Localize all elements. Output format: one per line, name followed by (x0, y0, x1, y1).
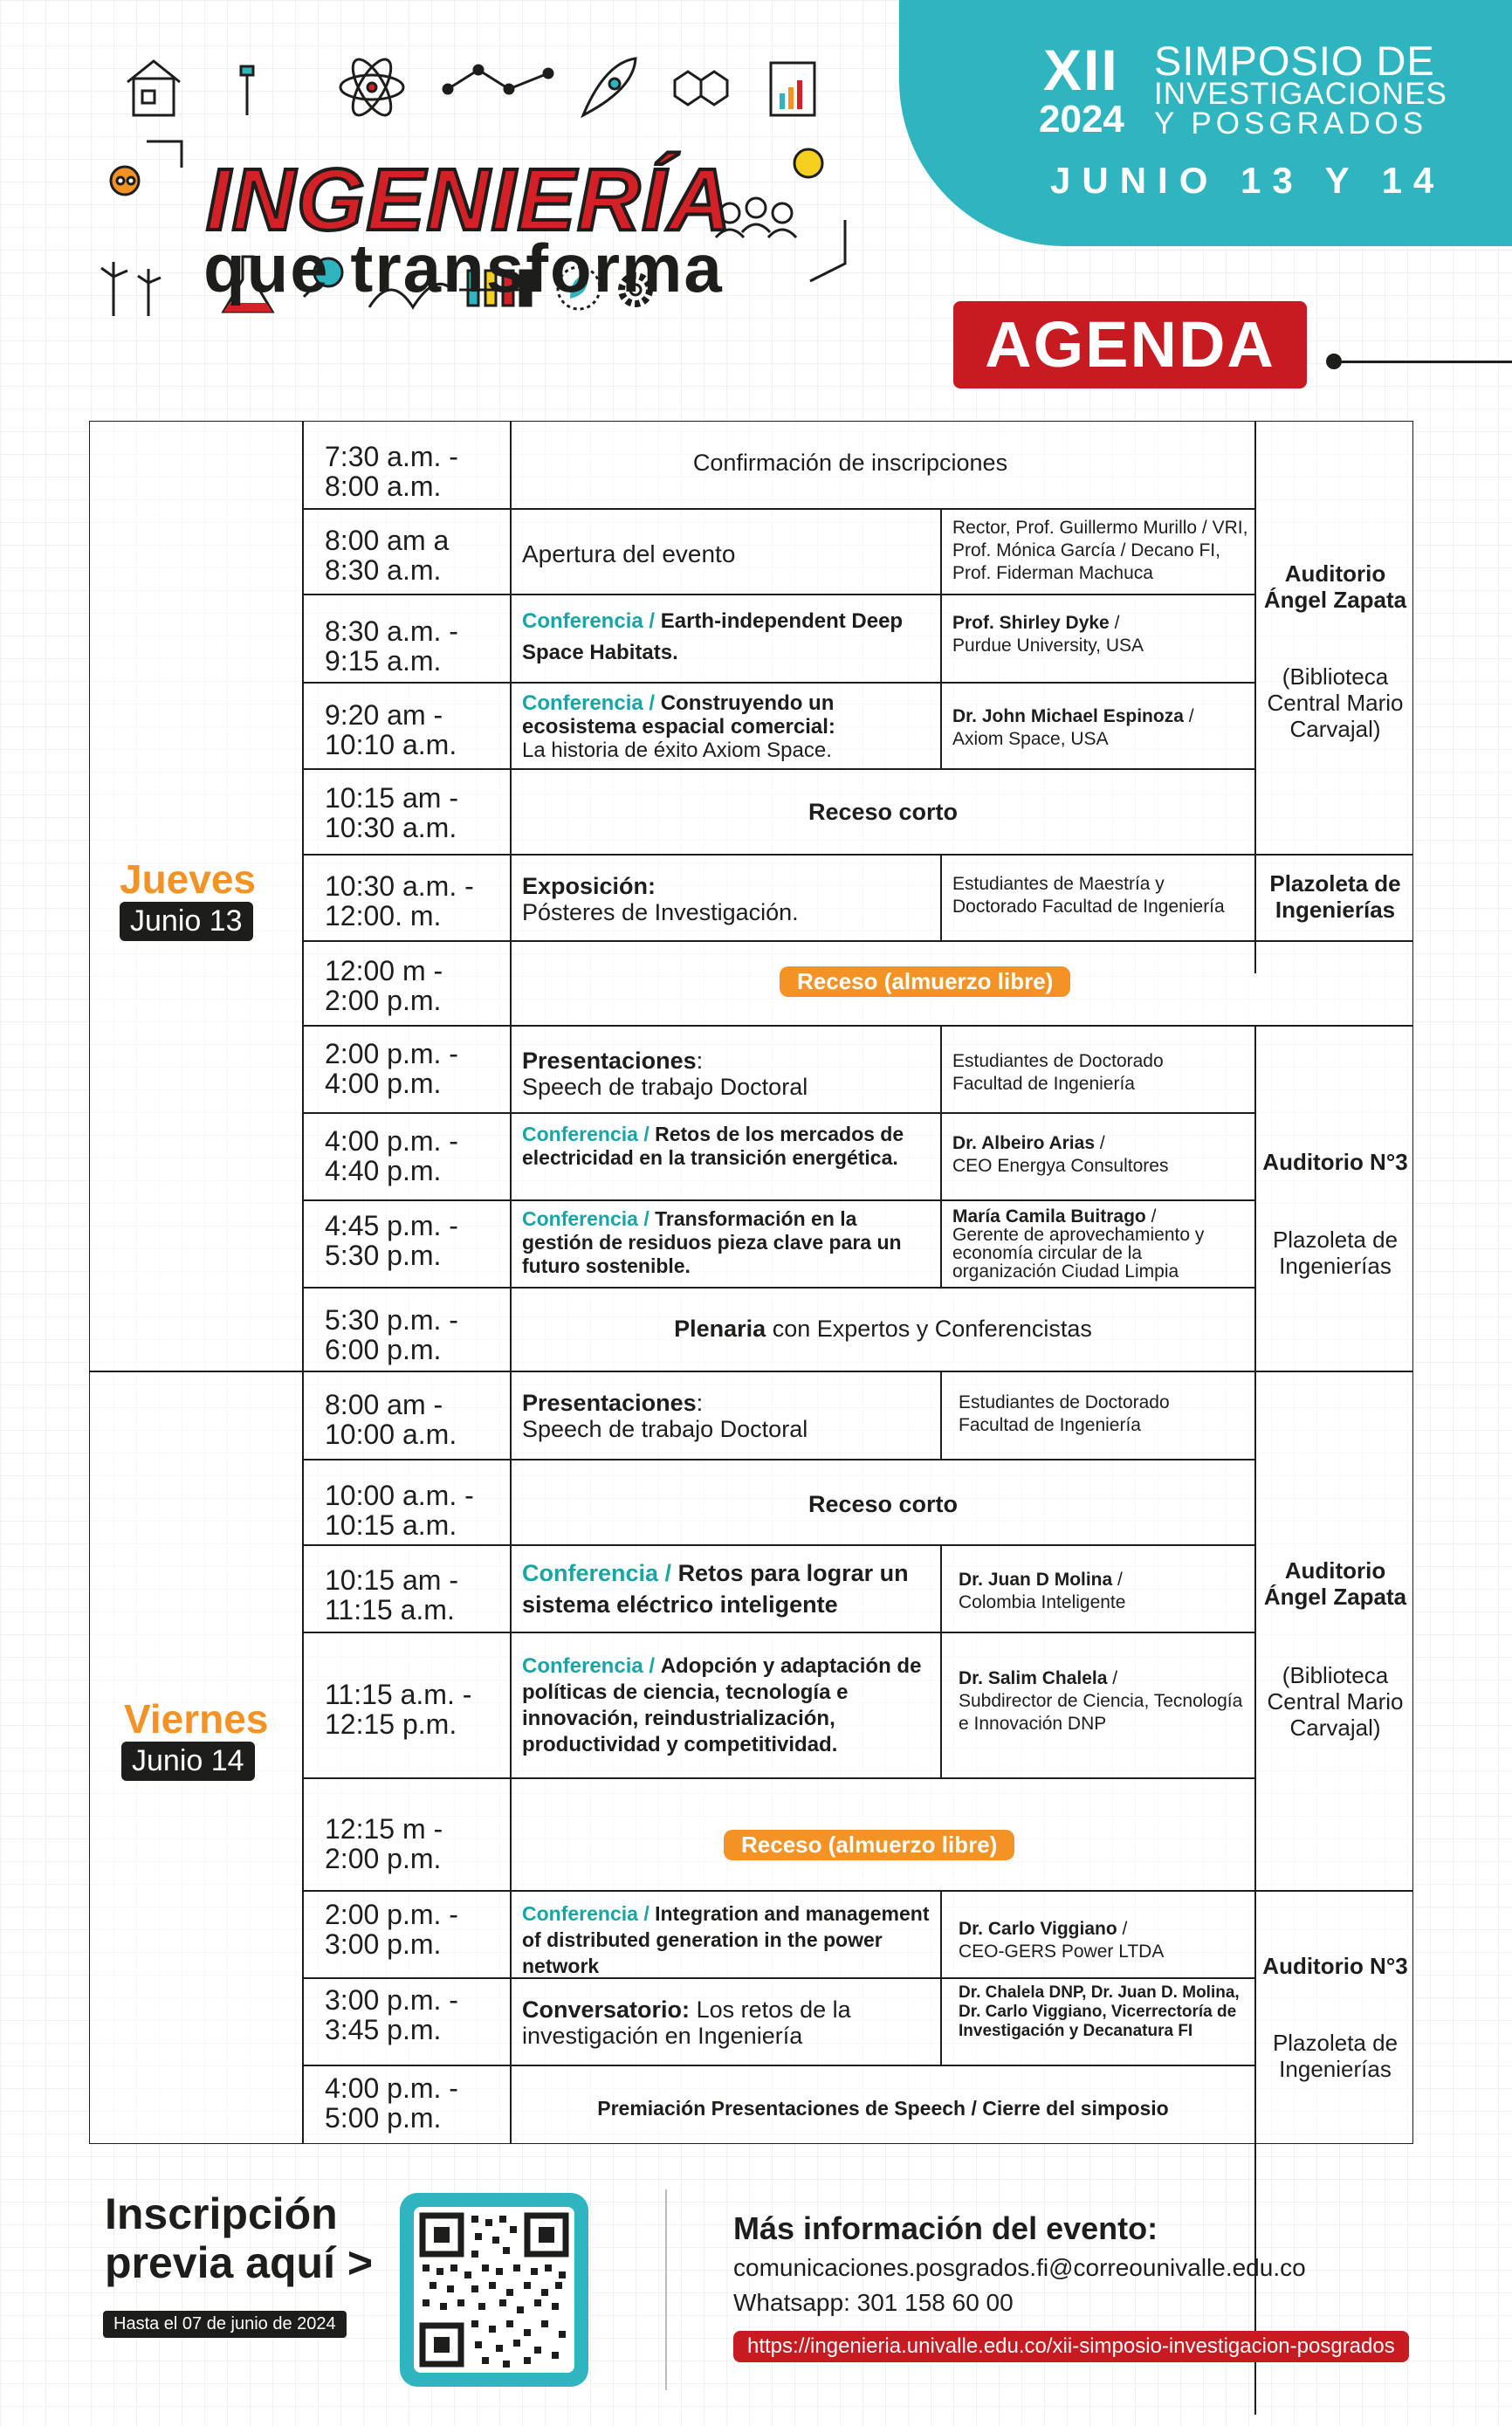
lightbulb-icon (794, 149, 822, 177)
time-end: 3:45 p.m. (325, 2014, 442, 2045)
conference-label: Conferencia / (522, 1123, 649, 1145)
speaker-name: Prof. Shirley Dyke (952, 613, 1110, 633)
presentations-participants (952, 1050, 1164, 1096)
conference-label: Conferencia / (522, 609, 656, 633)
participants-line: Estudiantes de Doctorado (959, 1392, 1170, 1412)
time-start: 12:00 m - (325, 955, 443, 986)
date-friday: Junio 14 (121, 1742, 255, 1781)
speaker-organization: Gerente de aprovechamiento y economía circular de la organización Ciudad Limpia (952, 1225, 1205, 1282)
speaker-name: Dr. John Michael Espinoza (952, 706, 1184, 726)
time-start: 4:45 p.m. - (325, 1210, 458, 1241)
conference-label: Conferencia / (522, 1654, 656, 1678)
time-end: 4:00 p.m. (325, 1068, 442, 1099)
presentations-title: Speech de trabajo Doctoral (522, 1416, 808, 1442)
conference-label: Conferencia / (522, 691, 656, 715)
row-line (302, 2065, 1254, 2066)
participants-line: Facultad de Ingeniería (959, 1415, 1141, 1435)
plenary-title: con Expertos y Conferencistas (772, 1316, 1092, 1342)
day-thursday: Jueves (120, 856, 257, 902)
exhibition-title: Pósteres de Investigación. (522, 899, 799, 925)
participants-line: Facultad de Ingeniería (952, 1074, 1135, 1094)
speaker-organization: CEO-GERS Power LTDA (959, 1941, 1165, 1962)
row-line (302, 1199, 1254, 1201)
conversatorio-title: Los retos de la investigación en Ingeniería (522, 1996, 851, 2049)
conference-3-speaker: Dr. Albeiro Arias / CEO Energya Consultores (952, 1133, 1169, 1176)
conference-7-title: Integration and management of distributed generation in the power network (522, 1902, 930, 1977)
conference-1-speaker: Prof. Shirley Dyke / Purdue University, USA (952, 613, 1144, 656)
time-end: 10:15 a.m. (325, 1509, 457, 1541)
speaker-name: Dr. Juan D Molina (959, 1570, 1113, 1590)
time-end: 10:30 a.m. (325, 812, 457, 843)
inscription-line2: previa aquí > (105, 2238, 374, 2287)
venue-plazoleta-ingenierias: Plazoleta de Ingenierías (1272, 1227, 1399, 1279)
row-line (302, 1890, 1413, 1892)
atom-icon (368, 83, 376, 92)
conference-3-title: Retos de los mercados de electricidad en la transición energética. (522, 1123, 904, 1169)
venue-auditorio-3: Auditorio N°3 (1262, 1953, 1408, 1979)
time-end: 10:10 a.m. (325, 729, 457, 760)
time-start: 11:15 a.m. - (325, 1679, 472, 1710)
presentations-label: Presentaciones (522, 1048, 697, 1074)
presentations-title: Speech de trabajo Doctoral (522, 1074, 808, 1100)
speaker-organization: Purdue University, USA (952, 636, 1144, 656)
conversatorio (522, 1996, 932, 2049)
time-start: 2:00 p.m. - (325, 1038, 458, 1069)
doctoral-presentations: Presentaciones: Speech de trabajo Doctoral (522, 1048, 808, 1100)
time-start: 8:00 am a (325, 525, 450, 556)
row-line (302, 682, 1254, 684)
presentations-participants (959, 1392, 1170, 1437)
time-end: 3:00 p.m. (325, 1928, 442, 1960)
molecule-icon (675, 72, 701, 105)
row-line (302, 768, 1254, 770)
footer-separator (665, 2189, 667, 2390)
agenda-line (1333, 361, 1512, 363)
time-start: 4:00 p.m. - (325, 1125, 458, 1157)
conference-1-title: Earth-independent Deep Space Habitats. (522, 609, 904, 664)
conference-2-title: Construyendo un ecosistema espacial comercial: (522, 691, 835, 739)
time-start: 10:00 a.m. - (325, 1480, 474, 1511)
time-end: 11:15 a.m. (325, 1594, 455, 1625)
time-end: 12:15 p.m. (325, 1708, 457, 1740)
row-line (302, 1632, 1254, 1633)
exhibition-label: Exposición: (522, 873, 656, 899)
event-title-line3: Y POSGRADOS (1154, 107, 1428, 141)
conference-4 (522, 1207, 932, 1278)
inscription-call-to-action[interactable] (105, 2189, 373, 2287)
speaker-organization: Axiom Space, USA (952, 729, 1109, 749)
event-dates: JUNIO 13 Y 14 (1050, 160, 1446, 201)
time-start: 5:30 p.m. - (325, 1304, 458, 1336)
conference-7-speaker: Dr. Carlo Viggiano / CEO-GERS Power LTDA (959, 1919, 1165, 1962)
inscription-line1: Inscripción (105, 2189, 338, 2238)
conversatorio-label: Conversatorio: (522, 1996, 691, 2023)
schedule-table (89, 421, 1413, 2144)
conference-label: Conferencia / (522, 1902, 649, 1925)
conference-6 (522, 1653, 939, 1758)
event-title-line2: INVESTIGACIONES (1154, 77, 1447, 111)
time-start: 10:30 a.m. - (325, 870, 474, 902)
conference-5 (522, 1557, 941, 1620)
conference-label: Conferencia / (522, 1560, 672, 1586)
time-end: 5:30 p.m. (325, 1240, 442, 1271)
qr-code[interactable] (414, 2207, 574, 2373)
plenary-label: Plenaria (674, 1316, 766, 1342)
venue-auditorio-3: Auditorio N°3 (1262, 1149, 1408, 1175)
time-start: 9:20 am - (325, 699, 443, 731)
edition-number: XII (1043, 38, 1119, 102)
time-start: 10:15 am - (325, 782, 458, 814)
event-url-link[interactable]: https://ingenieria.univalle.edu.co/xii-simposio-investigacion-posgrados (733, 2331, 1409, 2362)
registration-confirmation: Confirmación de inscripciones (692, 450, 1008, 476)
row-line (302, 1287, 1254, 1289)
time-end: 2:00 p.m. (325, 1843, 442, 1874)
conference-2-subtitle: La historia de éxito Axiom Space. (522, 739, 832, 762)
time-start: 10:15 am - (325, 1564, 458, 1596)
logo-title: INGENIERÍA (206, 151, 733, 249)
row-line (302, 1777, 1254, 1779)
row-line (302, 1544, 1254, 1546)
opening-speakers: Rector, Prof. Guillermo Murillo / VRI, Prof. Mónica García / Decano FI, Prof. Fiderman Machuca (952, 518, 1248, 583)
time-start: 3:00 p.m. - (325, 1984, 458, 2016)
row-line (302, 1025, 1413, 1027)
date-thursday: Junio 13 (120, 902, 253, 941)
row-line (302, 854, 1413, 856)
lunch-break-badge: Receso (almuerzo libre) (724, 1830, 1014, 1860)
time-end: 4:40 p.m. (325, 1155, 442, 1186)
conference-6-speaker: Dr. Salim Chalela / Subdirector de Ciencia, Tecnología e Innovación DNP (959, 1668, 1243, 1734)
lunch-break-badge: Receso (almuerzo libre) (780, 966, 1070, 997)
contact-whatsapp: Whatsapp: 301 158 60 00 (733, 2289, 1014, 2316)
short-break: Receso corto (808, 799, 959, 825)
divider-day (302, 421, 304, 2144)
venue-biblioteca-central: (Biblioteca Central Mario Carvajal) (1267, 663, 1404, 742)
time-end: 10:00 a.m. (325, 1419, 457, 1450)
conference-2 (522, 691, 932, 762)
speaker-name: Dr. Salim Chalela (959, 1668, 1108, 1688)
qr-code-icon (414, 2207, 574, 2373)
conference-7 (522, 1900, 939, 1979)
time-end: 12:00. m. (325, 900, 442, 931)
event-year: 2024 (1039, 98, 1124, 141)
participants-line: Estudiantes de Doctorado (952, 1051, 1164, 1071)
time-start: 2:00 p.m. - (325, 1899, 458, 1930)
venue-auditorio-angel-zapata: Auditorio Ángel Zapata (1263, 560, 1407, 613)
speaker-name: María Camila Buitrago (952, 1206, 1146, 1227)
time-start: 7:30 a.m. - (325, 441, 458, 472)
divider-speaker-2 (940, 854, 942, 940)
conference-2-speaker: Dr. John Michael Espinoza / Axiom Space, USA (952, 706, 1194, 749)
agenda-badge: AGENDA (953, 301, 1307, 388)
time-start: 4:00 p.m. - (325, 2072, 458, 2104)
venue-plazoleta: Plazoleta de Ingenierías (1269, 870, 1401, 923)
time-start: 8:30 a.m. - (325, 615, 458, 647)
poster-exhibition (522, 873, 932, 925)
doctoral-presentations: Presentaciones: Speech de trabajo Doctoral (522, 1390, 808, 1442)
contact-email[interactable]: comunicaciones.posgrados.fi@correounivalle.edu.co (733, 2254, 1306, 2281)
more-info-title: Más información del evento: (733, 2210, 1158, 2246)
divider-speaker-1 (940, 508, 942, 770)
speaker-organization: CEO Energya Consultores (952, 1156, 1169, 1176)
exhibition-participants: Estudiantes de Maestría y Doctorado Facultad de Ingeniería (952, 874, 1225, 917)
short-break: Receso corto (808, 1491, 959, 1517)
speaker-organization: Colombia Inteligente (959, 1592, 1126, 1612)
registration-deadline: Hasta el 07 de junio de 2024 (103, 2311, 347, 2338)
venue-biblioteca-central: (Biblioteca Central Mario Carvajal) (1267, 1662, 1404, 1741)
time-start: 8:00 am - (325, 1389, 443, 1420)
row-line (302, 940, 1413, 942)
network-icon (448, 70, 548, 89)
time-end: 9:15 a.m. (325, 645, 442, 677)
conversatorio-participants: Dr. Chalela DNP, Dr. Juan D. Molina, Dr. Carlo Viggiano, Vicerrectoría de Investigación y Decanatura FI (959, 1983, 1240, 2040)
time-end: 8:00 a.m. (325, 471, 442, 502)
conference-5-title: Retos para lograr un sistema eléctrico inteligente (522, 1560, 909, 1618)
event-opening: Apertura del evento (522, 540, 736, 567)
day-friday: Viernes (124, 1696, 269, 1742)
plenary-session (512, 1316, 1254, 1343)
time-end: 6:00 p.m. (325, 1334, 442, 1365)
time-end: 5:00 p.m. (325, 2102, 442, 2134)
divider-venue-2 (1254, 1025, 1256, 1374)
presentations-label: Presentaciones (522, 1390, 697, 1416)
speaker-organization: Subdirector de Ciencia, Tecnología e Innovación DNP (959, 1691, 1243, 1734)
venue-plazoleta-ingenierias: Plazoleta de Ingenierías (1272, 2030, 1399, 2082)
row-line (302, 594, 1254, 595)
conference-3 (522, 1123, 932, 1170)
logo-subtitle: que transforma (203, 230, 724, 306)
divider-speaker-3 (940, 1025, 942, 1287)
day-separator-line (89, 1371, 1413, 1372)
time-start: 12:15 m - (325, 1813, 443, 1845)
divider-venue-1 (1254, 421, 1256, 973)
closing-ceremony: Premiación Presentaciones de Speech / Cierre del simposio (597, 2097, 1169, 2120)
conference-1 (522, 606, 932, 669)
venue-auditorio-angel-zapata: Auditorio Ángel Zapata (1263, 1557, 1407, 1610)
conference-5-speaker: Dr. Juan D Molina / Colombia Inteligente (959, 1570, 1126, 1612)
time-end: 8:30 a.m. (325, 554, 442, 586)
speaker-name: Dr. Carlo Viggiano (959, 1919, 1117, 1939)
event-title-line1: SIMPOSIO DE (1154, 38, 1435, 84)
divider-time (510, 421, 512, 2144)
divider-speaker-4 (940, 1371, 942, 1459)
speaker-name: Dr. Albeiro Arias (952, 1133, 1095, 1153)
row-line (302, 1112, 1254, 1114)
conference-4-speaker: María Camila Buitrago / Gerente de aprovechamiento y economía circular de la organización Ciudad Limpia (952, 1206, 1205, 1282)
time-end: 2:00 p.m. (325, 985, 442, 1016)
conference-label: Conferencia / (522, 1207, 649, 1230)
row-line (302, 1459, 1254, 1460)
row-line (302, 508, 1254, 510)
event-logo (94, 54, 880, 377)
pipette-icon (241, 66, 253, 75)
conference-6-title: Adopción y adaptación de políticas de ciencia, tecnología e innovación, reindustrialización, productividad y competitividad. (522, 1654, 922, 1756)
conference-4-title: Transformación en la gestión de residuos pieza clave para un futuro sostenible. (522, 1207, 902, 1277)
